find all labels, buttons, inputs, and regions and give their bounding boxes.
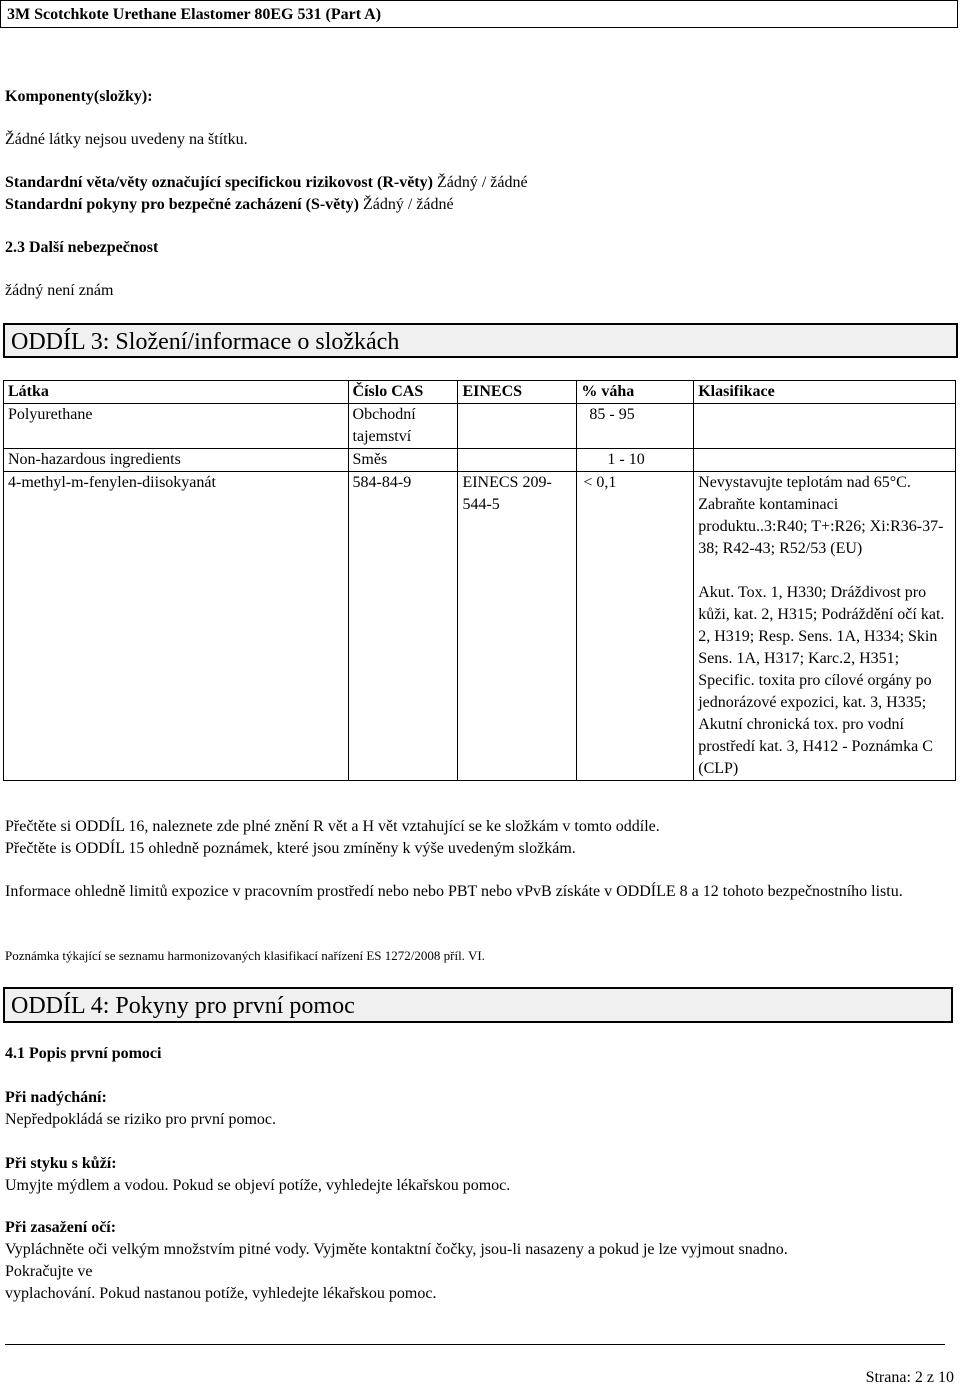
s-phrases-value: Žádný / žádné <box>362 196 454 213</box>
table-row <box>4 404 956 449</box>
other-hazards-heading: 2.3 Další nebezpečnost <box>5 239 159 256</box>
exposure-limits-note: Informace ohledně limitů expozice v pracovním prostředí nebo nebo PBT nebo vPvB získáte v ODDÍLE 8 a 12 tohoto bezpečnostního listu. <box>5 883 903 900</box>
table-header-classification: Klasifikace <box>694 381 956 404</box>
skin-contact-text: Umyjte mýdlem a vodou. Pokud se objeví potíže, vyhledejte lékařskou pomoc. <box>5 1177 511 1194</box>
cas-cell: Obchodní tajemství <box>348 404 458 449</box>
composition-table <box>3 380 956 781</box>
table-header-weight: % váha <box>577 381 694 404</box>
skin-contact-heading: Při styku s kůží: <box>5 1155 117 1172</box>
table-header-substance: Látka <box>4 381 349 404</box>
section-4-title: ODDÍL 4: Pokyny pro první pomoc <box>11 993 355 1019</box>
section-4-header <box>3 987 953 1023</box>
first-aid-heading: 4.1 Popis první pomoci <box>5 1045 162 1062</box>
footer-divider <box>5 1344 945 1345</box>
other-hazards-text: žádný není znám <box>5 282 114 299</box>
table-header-cas: Číslo CAS <box>348 381 458 404</box>
note-section-16: Přečtěte si ODDÍL 16, naleznete zde plné znění R vět a H vět vztahující se ke složkám v tomto oddíle. <box>5 818 660 835</box>
einecs-cell: EINECS 209-544-5 <box>458 472 577 781</box>
eye-contact-text-1: Vypláchněte oči velkým množstvím pitné vody. Vyjměte kontaktní čočky, jsou-li nasazeny a pokud je lze vyjmout snadno. <box>5 1241 788 1258</box>
r-phrases-value: Žádný / žádné <box>436 174 528 191</box>
weight-cell: 85 - 95 <box>577 404 694 449</box>
table-header-einecs: EINECS <box>458 381 577 404</box>
document-header <box>0 0 958 28</box>
page-number: Strana: 2 z 10 <box>865 1369 954 1386</box>
section-3-header <box>3 323 958 358</box>
document-title: 3M Scotchkote Urethane Elastomer 80EG 531 (Part A) <box>7 6 382 23</box>
eye-contact-text-3: vyplachování. Pokud nastanou potíže, vyhledejte lékařskou pomoc. <box>5 1285 437 1302</box>
harmonized-classification-note: Poznámka týkající se seznamu harmonizovaných klasifikací nařízení ES 1272/2008 příl. VI. <box>5 948 485 963</box>
s-phrases-label: Standardní pokyny pro bezpečné zacházení (S-věty) <box>5 196 359 213</box>
r-phrases-label: Standardní věta/věty označující specifickou rizikovost (R-věty) <box>5 174 433 191</box>
section-3-title: ODDÍL 3: Složení/informace o složkách <box>11 329 400 355</box>
classification-clp: Akut. Tox. 1, H330; Dráždivost pro kůži, kat. 2, H315; Podráždění očí kat. 2, H319; Resp. Sens. 1A, H334; Skin Sens. 1A, H317; Karc.2, H351; Specific. toxita pro cílové orgány po jednorázové expozici, kat. 3, H335; Akutní chronická tox. pro vodní prostředí kat. 3, H412 - Poznámka C (CLP) <box>698 584 945 777</box>
table-header-row <box>4 381 956 404</box>
table-row <box>4 449 956 472</box>
einecs-cell <box>458 449 577 472</box>
substance-cell: 4-methyl-m-fenylen-diisokyanát <box>4 472 349 781</box>
note-section-15: Přečtěte is ODDÍL 15 ohledně poznámek, které jsou zmíněny k výše uvedeným složkám. <box>5 840 576 857</box>
components-text: Žádné látky nejsou uvedeny na štítku. <box>5 131 248 148</box>
substance-cell: Polyurethane <box>4 404 349 449</box>
substance-cell: Non-hazardous ingredients <box>4 449 349 472</box>
cas-cell: 584-84-9 <box>348 472 458 781</box>
classification-r-phrases: Nevystavujte teplotám nad 65°C. Zabraňte kontaminaci produktu..3:R40; T+:R26; Xi:R36-37-38; R42-43; R52/53 (EU) <box>698 474 944 557</box>
eye-contact-heading: Při zasažení očí: <box>5 1219 117 1236</box>
cas-cell: Směs <box>348 449 458 472</box>
components-heading: Komponenty(složky): <box>5 88 153 105</box>
weight-cell: 1 - 10 <box>577 449 694 472</box>
table-row <box>4 472 956 781</box>
inhalation-heading: Při nadýchání: <box>5 1089 107 1106</box>
s-phrases-line <box>5 194 454 216</box>
eye-contact-text-2: Pokračujte ve <box>5 1263 93 1280</box>
classification-cell <box>694 472 956 781</box>
einecs-cell <box>458 404 577 449</box>
classification-cell <box>694 449 956 472</box>
weight-cell: < 0,1 <box>577 472 694 781</box>
inhalation-text: Nepředpokládá se riziko pro první pomoc. <box>5 1111 277 1128</box>
r-phrases-line <box>5 172 528 194</box>
classification-cell <box>694 404 956 449</box>
